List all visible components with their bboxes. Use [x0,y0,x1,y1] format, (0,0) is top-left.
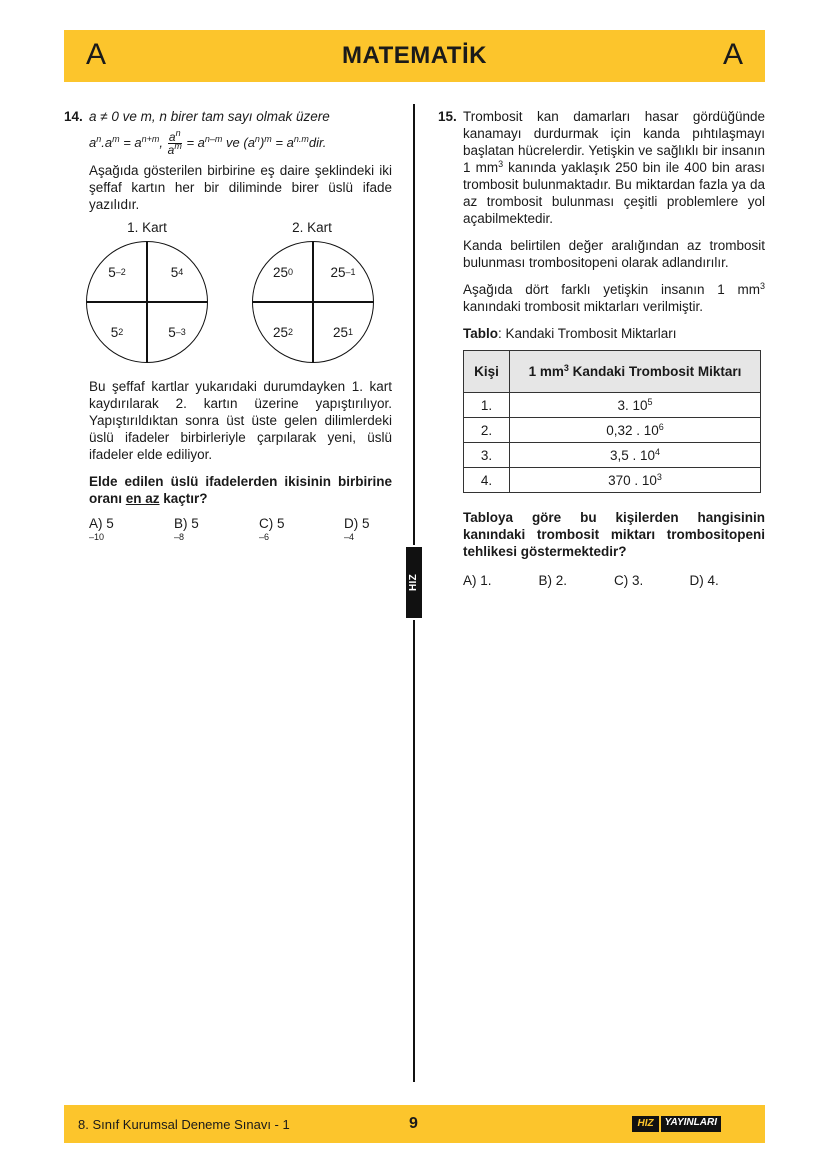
card-1-circle [86,241,208,363]
option-c[interactable]: C) $5^{-6}$ [259,516,285,542]
table-row: 3. 3,5 . $10^4$ [464,443,761,468]
option-c[interactable]: C) 3. [614,573,644,588]
option-a[interactable]: A) $5^{-10}$ [89,516,114,542]
intro-text: Aşağıda gösterilen birbirine eş daire şeklindeki iki şeffaf kartın her bir diliminde birer üslü ifade yazılıdır. [89,163,392,212]
exam-title: 8. Sınıf Kurumsal Deneme Sınavı - 1 [78,1117,290,1132]
table-caption: Tablo: Kandaki Trombosit Miktarları [463,326,677,341]
premise: a ≠ 0 ve m, n birer tam sayı olmak üzere [89,109,330,124]
question-15 [438,108,765,589]
question-stem: Elde edilen üslü ifadelerden ikisinin birbirine oranı en az kaçtır? [89,474,392,506]
card-1-slice: 5 –3 [168,324,186,340]
body-text: Bu şeffaf kartlar yukarıdaki durumdayken 1. kart kaydırılarak 2. kartın üzerine yapıştırılıyor. Yapıştırıldıktan sonra üst üste gelen dilimlerdeki üslü ifadeler birbirleriyle çarpılarak yeni, üslü ifadeler elde ediliyor. [89,379,392,462]
table-row: 4. 370 . $10^3$ [464,468,761,493]
paragraph-2: Kanda belirtilen değer aralığından az trombosit bulunması trombositopeni olarak adlandırılır. [463,238,765,270]
question-number: 15. [438,109,457,124]
platelet-table [463,350,761,493]
fraction: $\frac{a^n}{a^m}$ [167,128,182,157]
option-a[interactable]: A) 1. [463,573,492,588]
column-header: 1 $mm^3$ Kandaki Trombosit Miktarı [510,351,761,393]
footer-brand-logo: HIZ YAYINLARI [632,1116,721,1132]
question-number: 14. [64,109,83,124]
answer-options [89,515,392,549]
table-header-row [464,351,761,393]
column-header: Kişi [464,351,510,393]
card-2-label: 2. Kart [292,220,332,235]
card-2-circle [252,241,374,363]
card-2-slice: 25 0 [272,264,294,280]
table-row: 1. 3. $10^5$ [464,393,761,418]
paragraph-3: Aşağıda dört farklı yetişkin insanın 1 $mm^3$ kanındaki trombosit miktarları verilmiştir. [463,281,765,314]
card-1-label: 1. Kart [127,220,167,235]
option-d[interactable]: D) 4. [689,573,719,588]
side-brand-text: HIZ YAYINLARI [406,547,422,618]
answer-options [463,572,765,589]
side-brand-logo [404,545,435,620]
page-footer [64,1105,765,1143]
option-d[interactable]: D) $5^{-4}$ [344,516,370,542]
card-2-slice: 25 –1 [330,264,356,280]
cards-figure [89,219,392,364]
paragraph-1: Trombosit kan damarları hasar gördüğünde kanamayı durdurmak için kanda pıhtılaşmayı başlatan hücrelerdir. Yetişkin ve sağlıklı bir insanın 1 $mm^3$ kanında yaklaşık 250 bin ile 400 bin arası trombosit bulunmaktadır. Bu miktardan fazla ya da az trombosit bulunması çeşitli problemlere yol açabilmektedir. [463,109,765,226]
booklet-type-left: A [86,38,107,71]
question-stem: Tabloya göre bu kişilerden hangisinin kanındaki trombosit miktarı trombositopeni tehlikesi göstermektedir? [463,510,765,559]
card-1-slice: 5 2 [110,324,124,340]
booklet-type-right: A [722,38,743,71]
option-b[interactable]: B) 2. [538,573,568,588]
card-1-slice: 5 4 [170,264,184,280]
card-2-slice: 25 2 [272,324,294,340]
question-14 [64,108,392,549]
card-1-slice: 5 –2 [108,264,126,280]
exponent-rules-formula: $a^n.a^m = a^{n+m}$, $\frac{a^n}{a^m}$ = $a^{n-m}$ ve $(a^n)^m = a^{n.m}dir$. [89,128,327,157]
card-2-slice: 25 1 [332,324,354,340]
subject-title: MATEMATİK [342,42,487,69]
table-row: 2. 0,32 . $10^6$ [464,418,761,443]
page-header [64,30,765,82]
page-number: 9 [409,1115,418,1132]
option-b[interactable]: B) $5^{-8}$ [174,516,199,542]
